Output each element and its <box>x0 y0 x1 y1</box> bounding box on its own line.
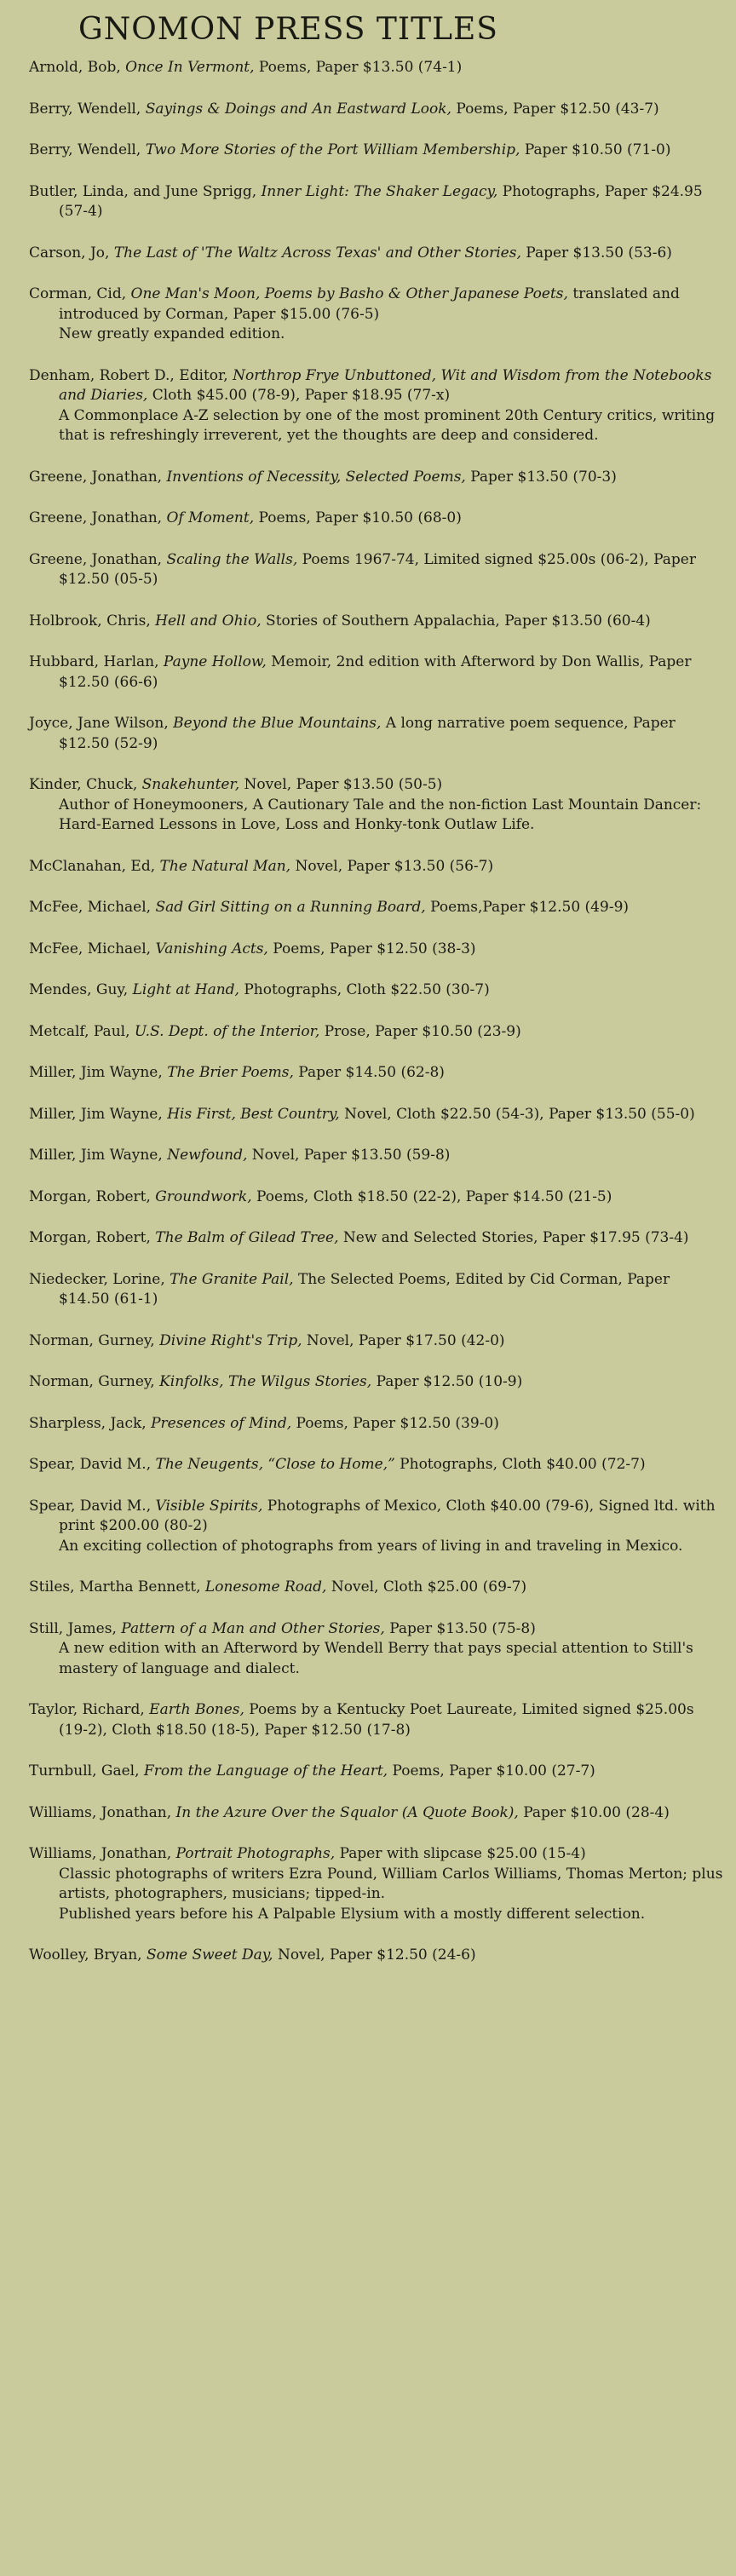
entry-details: The Selected Poems, Edited by Cid Corman, Paper $14.50 (61-1) <box>59 1270 670 1308</box>
catalog-entry <box>29 1946 723 1966</box>
entry-details: Photographs, Cloth $22.50 (30-7) <box>239 981 490 998</box>
entry-details: New and Selected Stories, Paper $17.95 (73-4) <box>338 1229 689 1246</box>
entry-author: Morgan, Robert, <box>29 1229 156 1246</box>
entry-work-title: Pattern of a Man and Other Stories, <box>121 1619 385 1637</box>
entry-details: Photographs, Paper $24.95 (57-4) <box>59 182 703 220</box>
entry-author: Carson, Jo, <box>29 244 114 262</box>
entry-details: Paper $10.00 (28-4) <box>518 1803 670 1821</box>
entry-work-title: Lonesome Road, <box>204 1578 327 1596</box>
entry-work-title: Beyond the Blue Mountains, <box>173 715 382 732</box>
entry-author: Greene, Jonathan, <box>29 550 167 568</box>
catalog-entry <box>29 468 723 488</box>
catalog-entry <box>29 898 723 918</box>
catalog-entry <box>29 244 723 264</box>
catalog-entry <box>29 1578 723 1598</box>
entry-work-title: Sad Girl Sitting on a Running Board, <box>155 899 426 916</box>
entry-author: Corman, Cid, <box>29 285 131 302</box>
entry-author: Greene, Jonathan, <box>29 468 167 486</box>
catalog-entry <box>29 1619 723 1680</box>
entry-work-title: Groundwork, <box>155 1187 252 1205</box>
entry-work-title: Two More Stories of the Port William Membership, <box>145 141 520 158</box>
entry-work-title: Hell and Ohio, <box>155 612 262 630</box>
entry-note: A new edition with an Afterword by Wendell Berry that pays special attention to Still's mastery of language and dialect. <box>59 1640 693 1677</box>
catalog-entry <box>29 1372 723 1393</box>
catalog-entry <box>29 1844 723 1924</box>
entry-author: Turnbull, Gael, <box>29 1762 144 1780</box>
entry-work-title: Divine Right's Trip, <box>159 1331 302 1349</box>
entry-author: Taylor, Richard, <box>29 1701 150 1718</box>
entry-author: Stiles, Martha Bennett, <box>29 1578 205 1596</box>
entry-details: Paper $10.50 (71-0) <box>520 141 671 158</box>
entry-author: Williams, Jonathan, <box>29 1845 176 1862</box>
entry-work-title: Once In Vermont, <box>125 59 255 76</box>
entry-author: McFee, Michael, <box>29 899 156 916</box>
entry-author: Miller, Jim Wayne, <box>29 1147 168 1164</box>
entry-work-title: Kinfolks, The Wilgus Stories, <box>159 1373 372 1390</box>
catalog-entry <box>29 1063 723 1084</box>
entry-details: Poems, Paper $10.00 (27-7) <box>388 1762 595 1780</box>
entry-details: Novel, Cloth $22.50 (54-3), Paper $13.50 (55-0) <box>339 1105 695 1123</box>
entry-author: Spear, David M., <box>29 1456 156 1473</box>
entry-note: Classic photographs of writers Ezra Pound, William Carlos Williams, Thomas Merton; plus artists, photographers, musicians; tipped-in. <box>59 1865 723 1902</box>
catalog-entry <box>29 100 723 120</box>
entry-details: Memoir, 2nd edition with Afterword by Don Wallis, Paper $12.50 (66-6) <box>59 653 692 691</box>
entry-work-title: Snakehunter, <box>141 776 240 793</box>
entry-work-title: His First, Best Country, <box>167 1105 340 1123</box>
entry-author: Berry, Wendell, <box>29 100 146 118</box>
entry-details: Novel, Paper $12.50 (24-6) <box>273 1946 476 1964</box>
entry-author: Joyce, Jane Wilson, <box>29 715 174 732</box>
entry-details: Novel, Paper $13.50 (56-7) <box>290 857 494 875</box>
entry-details: Stories of Southern Appalachia, Paper $13.50 (60-4) <box>261 612 651 630</box>
entry-author: Miller, Jim Wayne, <box>29 1064 168 1081</box>
entry-note: An exciting collection of photographs from years of living in and traveling in Mexico. <box>59 1537 683 1555</box>
catalog-entry <box>29 1022 723 1043</box>
catalog-entry <box>29 141 723 161</box>
catalog-entry <box>29 940 723 960</box>
entry-author: Norman, Gurney, <box>29 1331 160 1349</box>
entry-work-title: The Brier Poems, <box>167 1064 294 1081</box>
catalog-entry <box>29 1497 723 1557</box>
entry-author: Kinder, Chuck, <box>29 776 142 793</box>
entry-work-title: U.S. Dept. of the Interior, <box>134 1022 320 1040</box>
catalog-entry <box>29 980 723 1001</box>
entry-work-title: The Neugents, “Close to Home,” <box>155 1456 395 1473</box>
catalog-entry <box>29 1331 723 1352</box>
entry-details: Paper $13.50 (75-8) <box>384 1619 536 1637</box>
entry-work-title: The Balm of Gilead Tree, <box>155 1229 339 1246</box>
entry-note: New greatly expanded edition. <box>59 325 285 342</box>
entry-author: McClanahan, Ed, <box>29 857 160 875</box>
entry-details: Poems, Paper $13.50 (74-1) <box>254 59 463 76</box>
entry-work-title: The Natural Man, <box>159 857 291 875</box>
entry-work-title: Vanishing Acts, <box>155 940 268 957</box>
catalog-entry <box>29 1187 723 1208</box>
entry-author: Sharpless, Jack, <box>29 1414 152 1432</box>
entry-work-title: The Last of 'The Waltz Across Texas' and Other Stories, <box>113 244 521 262</box>
entry-details: Paper $12.50 (10-9) <box>371 1373 523 1390</box>
catalog-entry <box>29 775 723 836</box>
catalog-entry <box>29 653 723 693</box>
entry-details: Paper with slipcase $25.00 (15-4) <box>335 1845 586 1862</box>
entry-work-title: Light at Hand, <box>132 981 239 998</box>
entry-author: Holbrook, Chris, <box>29 612 156 630</box>
entry-details: Paper $13.50 (53-6) <box>520 244 672 262</box>
entry-work-title: Inventions of Necessity, Selected Poems, <box>166 468 466 486</box>
catalog-entry <box>29 1146 723 1166</box>
entry-author: Norman, Gurney, <box>29 1373 160 1390</box>
entry-author: Woolley, Bryan, <box>29 1946 147 1964</box>
entry-details: Poems, Paper $12.50 (43-7) <box>451 100 659 118</box>
catalog-entry <box>29 714 723 754</box>
entry-details: Poems, Cloth $18.50 (22-2), Paper $14.50 (21-5) <box>251 1187 612 1205</box>
entry-details: Poems,Paper $12.50 (49-9) <box>425 899 630 916</box>
entry-details: Novel, Paper $13.50 (59-8) <box>247 1147 451 1164</box>
entry-details: Paper $14.50 (62-8) <box>293 1064 445 1081</box>
catalog-entry <box>29 58 723 78</box>
entry-note: A Commonplace A-Z selection by one of the most prominent 20th Century critics, writing that is refreshingly irreverent, yet the thoughts are deep and considered. <box>59 406 716 444</box>
entry-details: Poems, Paper $12.50 (38-3) <box>267 940 476 957</box>
catalog-entry <box>29 1700 723 1740</box>
entry-work-title: The Granite Pail, <box>170 1270 294 1288</box>
entry-author: Spear, David M., <box>29 1497 156 1515</box>
entry-work-title: In the Azure Over the Squalor (A Quote Book), <box>175 1803 519 1821</box>
entry-work-title: Newfound, <box>167 1147 248 1164</box>
entry-details: Poems, Paper $10.50 (68-0) <box>254 509 462 526</box>
entry-work-title: Visible Spirits, <box>155 1497 263 1515</box>
entry-work-title: From the Language of the Heart, <box>143 1762 388 1780</box>
entry-details: Cloth $45.00 (78-9), Paper $18.95 (77-x) <box>147 387 451 404</box>
entry-work-title: Scaling the Walls, <box>166 550 298 568</box>
catalog-entry <box>29 182 723 222</box>
entry-work-title: Earth Bones, <box>149 1701 244 1718</box>
entry-details: Poems, Paper $12.50 (39-0) <box>291 1414 499 1432</box>
entry-details: Poems by a Kentucky Poet Laureate, Limited signed $25.00s (19-2), Cloth $18.50 (18-5), Paper $12.50 (17-8) <box>59 1701 694 1739</box>
catalog-entry <box>29 1105 723 1125</box>
entry-details: A long narrative poem sequence, Paper $12.50 (52-9) <box>59 715 676 752</box>
entry-work-title: Portrait Photographs, <box>175 1845 336 1862</box>
entry-work-title: Sayings & Doings and An Eastward Look, <box>145 100 451 118</box>
entry-details: Novel, Cloth $25.00 (69-7) <box>326 1578 527 1596</box>
entry-author: Hubbard, Harlan, <box>29 653 164 670</box>
entry-author: Miller, Jim Wayne, <box>29 1105 168 1123</box>
entry-author: Greene, Jonathan, <box>29 509 167 526</box>
entry-work-title: Payne Hollow, <box>163 653 267 670</box>
entry-work-title: One Man's Moon, Poems by Basho & Other Japanese Poets, <box>130 285 568 302</box>
entry-author: Williams, Jonathan, <box>29 1803 176 1821</box>
catalog-entry <box>29 1803 723 1824</box>
entry-note: Published years before his A Palpable Elysium with a mostly different selection. <box>59 1905 646 1923</box>
entry-author: Butler, Linda, and June Sprigg, <box>29 182 262 200</box>
entry-author: Morgan, Robert, <box>29 1187 156 1205</box>
entry-work-title: Presences of Mind, <box>151 1414 292 1432</box>
page-title: GNOMON PRESS TITLES <box>78 12 498 47</box>
entry-author: Berry, Wendell, <box>29 141 146 158</box>
catalog-entry <box>29 285 723 345</box>
title-list <box>29 58 723 1987</box>
catalog-entry <box>29 509 723 529</box>
entry-details: Novel, Paper $13.50 (50-5) <box>239 776 443 793</box>
entry-details: Paper $13.50 (70-3) <box>465 468 617 486</box>
catalog-entry <box>29 1762 723 1782</box>
entry-author: Metcalf, Paul, <box>29 1022 135 1040</box>
entry-details: Photographs, Cloth $40.00 (72-7) <box>394 1456 646 1473</box>
catalog-entry <box>29 1270 723 1310</box>
catalog-entry <box>29 612 723 632</box>
entry-details: Photographs of Mexico, Cloth $40.00 (79-6), Signed ltd. with print $200.00 (80-2) <box>59 1497 716 1534</box>
catalog-entry <box>29 550 723 590</box>
entry-details: translated and introduced by Corman, Paper $15.00 (76-5) <box>59 285 680 323</box>
entry-author: Niedecker, Lorine, <box>29 1270 170 1288</box>
entry-author: Arnold, Bob, <box>29 59 126 76</box>
entry-author: McFee, Michael, <box>29 940 156 957</box>
catalog-entry <box>29 857 723 877</box>
entry-details: Poems 1967-74, Limited signed $25.00s (06-2), Paper $12.50 (05-5) <box>59 550 696 588</box>
entry-work-title: Northrop Frye Unbuttoned, Wit and Wisdom from the Notebooks and Diaries, <box>59 366 712 404</box>
entry-author: Still, James, <box>29 1619 122 1637</box>
entry-author: Denham, Robert D., Editor, <box>29 366 233 384</box>
entry-work-title: Some Sweet Day, <box>147 1946 273 1964</box>
catalog-entry <box>29 1414 723 1435</box>
catalog-entry <box>29 366 723 446</box>
entry-author: Mendes, Guy, <box>29 981 133 998</box>
entry-work-title: Inner Light: The Shaker Legacy, <box>261 182 498 200</box>
catalog-entry <box>29 1455 723 1475</box>
entry-work-title: Of Moment, <box>166 509 255 526</box>
catalog-entry <box>29 1228 723 1249</box>
entry-details: Prose, Paper $10.50 (23-9) <box>319 1022 521 1040</box>
entry-note: Author of Honeymooners, A Cautionary Tale and the non-fiction Last Mountain Dancer: Hard-Earned Lessons in Love, Loss and Honky-tonk Outlaw Life. <box>59 796 702 833</box>
entry-details: Novel, Paper $17.50 (42-0) <box>302 1331 505 1349</box>
